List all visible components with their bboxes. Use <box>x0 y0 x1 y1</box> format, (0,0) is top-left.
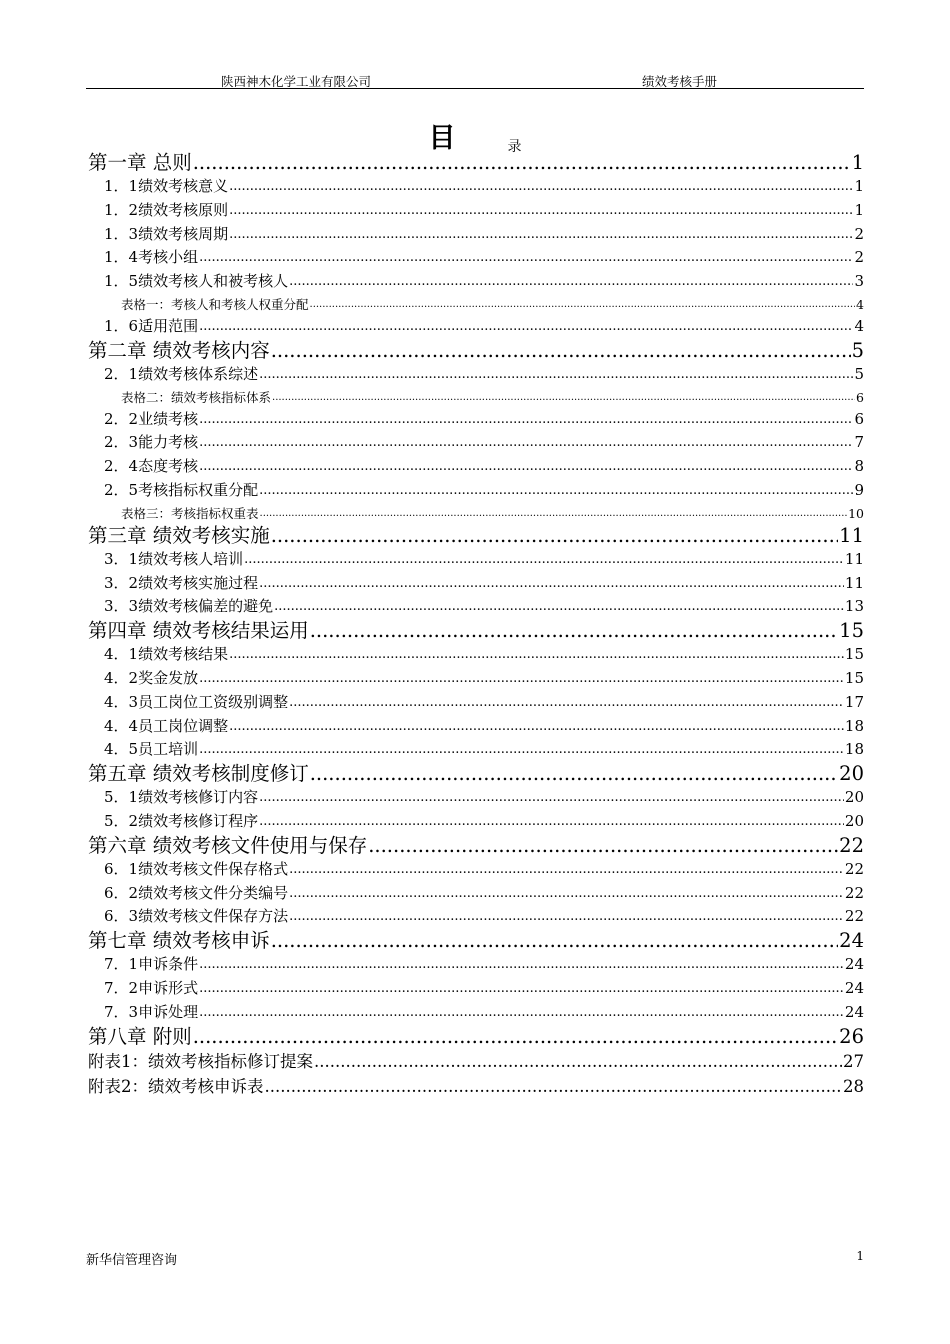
toc-entry-title: 1．5绩效考核人和被考核人 <box>104 272 289 291</box>
toc-dot-leader <box>199 431 853 455</box>
toc-dot-leader <box>199 667 844 691</box>
toc-entry-page: 18 <box>844 716 864 735</box>
toc-entry-page: 4 <box>856 296 864 312</box>
toc-entry[interactable] <box>88 1025 864 1049</box>
toc-dot-leader <box>229 199 853 223</box>
toc-entry-title: 4．2奖金发放 <box>104 668 199 687</box>
toc-dot-leader <box>314 1049 842 1074</box>
toc-entry-page: 17 <box>844 692 864 711</box>
toc-dot-leader <box>199 246 853 270</box>
toc-entry[interactable] <box>88 691 864 715</box>
toc-entry-page: 15 <box>839 619 864 643</box>
toc-entry-title: 第三章 绩效考核实施 <box>88 523 270 547</box>
toc-entry-title: 第五章 绩效考核制度修订 <box>88 762 309 786</box>
footer-page-number: 1 <box>856 1249 864 1263</box>
toc-entry[interactable] <box>88 199 864 223</box>
toc-entry[interactable] <box>88 882 864 906</box>
toc-dot-leader <box>271 929 838 953</box>
toc-entry-title: 7．2申诉形式 <box>104 978 199 997</box>
toc-entry-title: 第一章 总则 <box>88 151 192 174</box>
toc-entry-title: 第八章 附则 <box>88 1024 192 1048</box>
toc-entry-title: 1．4考核小组 <box>104 248 199 267</box>
toc-entry-title: 2．2业绩考核 <box>104 409 199 428</box>
toc-dot-leader <box>229 175 853 199</box>
toc-entry-title: 附表2：绩效考核申诉表 <box>88 1076 264 1096</box>
toc-entry[interactable] <box>88 977 864 1001</box>
toc-dot-leader <box>368 834 838 858</box>
toc-entry-page: 22 <box>844 907 864 926</box>
toc-entry[interactable] <box>88 270 864 294</box>
toc-entry-page: 11 <box>844 573 864 592</box>
header-company-name: 陕西神木化学工业有限公司 <box>221 74 372 89</box>
toc-dot-leader <box>271 339 851 363</box>
toc-entry-page: 11 <box>844 549 864 568</box>
toc-entry-page: 22 <box>844 859 864 878</box>
toc-entry[interactable] <box>88 294 864 315</box>
toc-title <box>0 116 950 156</box>
toc-entry-title: 1．1绩效考核意义 <box>104 177 229 195</box>
toc-dot-leader <box>229 223 853 247</box>
toc-dot-leader <box>199 408 853 432</box>
toc-entry-page: 24 <box>839 929 864 953</box>
toc-dot-leader <box>289 691 844 715</box>
toc-dot-leader <box>310 762 838 786</box>
toc-entry[interactable] <box>88 762 864 786</box>
toc-entry-title: 4．1绩效考核结果 <box>104 645 229 664</box>
page-header <box>86 70 864 89</box>
toc-entry-title: 表格三：考核指标权重表 <box>121 505 259 521</box>
toc-entry-page: 8 <box>854 457 864 476</box>
toc-dot-leader <box>244 548 844 572</box>
toc-dot-leader <box>259 479 853 503</box>
toc-dot-leader <box>289 858 844 882</box>
toc-dot-leader <box>259 786 844 810</box>
toc-entry[interactable] <box>88 408 864 432</box>
toc-entry[interactable] <box>88 524 864 548</box>
toc-entry[interactable] <box>88 339 864 363</box>
toc-entry[interactable] <box>88 1074 864 1099</box>
toc-entry-title: 第四章 绩效考核结果运用 <box>88 619 309 643</box>
toc-entry[interactable] <box>88 548 864 572</box>
toc-entry[interactable] <box>88 715 864 739</box>
toc-dot-leader <box>199 738 844 762</box>
toc-entry[interactable] <box>88 810 864 834</box>
toc-entry[interactable] <box>88 834 864 858</box>
toc-entry-title: 2．5考核指标权重分配 <box>104 480 259 499</box>
toc-entry[interactable] <box>88 786 864 810</box>
toc-entry-page: 5 <box>854 364 864 383</box>
toc-dot-leader <box>199 977 844 1001</box>
toc-dot-leader <box>289 270 853 294</box>
toc-entry-page: 20 <box>844 788 864 807</box>
toc-dot-leader <box>271 524 838 548</box>
toc-entry-title: 表格二：绩效考核指标体系 <box>121 389 272 405</box>
table-of-contents <box>88 151 864 1099</box>
toc-dot-leader <box>193 1025 838 1049</box>
toc-entry-page: 15 <box>844 668 864 687</box>
toc-dot-leader <box>193 151 851 175</box>
toc-entry-page: 7 <box>854 433 864 452</box>
toc-entry[interactable] <box>88 175 864 199</box>
toc-entry-title: 6．3绩效考核文件保存方法 <box>104 907 289 926</box>
toc-entry-page: 1 <box>854 200 864 219</box>
toc-entry-page: 10 <box>848 505 864 521</box>
toc-dot-leader <box>265 1074 843 1099</box>
toc-entry-title: 2．1绩效考核体系综述 <box>104 364 259 383</box>
toc-entry[interactable] <box>88 455 864 479</box>
toc-entry-page: 1 <box>854 177 864 195</box>
toc-entry-page: 6 <box>854 409 864 428</box>
toc-entry-page: 13 <box>844 597 864 616</box>
toc-entry-page: 1 <box>851 151 864 174</box>
toc-entry[interactable] <box>88 858 864 882</box>
toc-entry[interactable] <box>88 387 864 408</box>
toc-entry[interactable] <box>88 223 864 247</box>
toc-dot-leader <box>310 294 856 315</box>
toc-entry-title: 5．1绩效考核修订内容 <box>104 788 259 807</box>
toc-dot-leader <box>272 387 855 408</box>
toc-entry[interactable] <box>88 1001 864 1025</box>
toc-entry-title: 7．1申诉条件 <box>104 955 199 974</box>
toc-entry-page: 18 <box>844 740 864 759</box>
toc-entry-title: 1．2绩效考核原则 <box>104 200 229 219</box>
toc-entry-page: 11 <box>839 523 864 547</box>
toc-entry[interactable] <box>88 738 864 762</box>
toc-entry-title: 3．3绩效考核偏差的避免 <box>104 597 274 616</box>
toc-dot-leader <box>229 715 844 739</box>
toc-entry[interactable] <box>88 905 864 929</box>
header-document-title: 绩效考核手册 <box>642 74 718 89</box>
toc-dot-leader <box>259 810 844 834</box>
toc-entry[interactable] <box>88 643 864 667</box>
toc-dot-leader <box>289 882 844 906</box>
toc-entry-page: 22 <box>839 833 864 857</box>
toc-entry[interactable] <box>88 929 864 953</box>
toc-entry-title: 第二章 绩效考核内容 <box>88 338 270 362</box>
toc-entry-page: 24 <box>844 978 864 997</box>
toc-entry-title: 附表1：绩效考核指标修订提案 <box>88 1051 313 1071</box>
toc-dot-leader <box>274 595 844 619</box>
toc-dot-leader <box>259 363 853 387</box>
toc-entry-page: 26 <box>839 1024 864 1048</box>
toc-dot-leader <box>199 455 853 479</box>
toc-title-main: 目 <box>428 123 456 154</box>
toc-title-second: 录 <box>507 139 522 155</box>
toc-entry[interactable] <box>88 503 864 524</box>
toc-entry[interactable] <box>88 151 864 175</box>
toc-entry-title: 第七章 绩效考核申诉 <box>88 929 270 953</box>
toc-entry-page: 2 <box>854 248 864 267</box>
toc-entry-page: 20 <box>844 811 864 830</box>
toc-dot-leader <box>259 572 844 596</box>
toc-entry-page: 24 <box>844 955 864 974</box>
toc-entry[interactable] <box>88 953 864 977</box>
toc-dot-leader <box>199 953 844 977</box>
toc-entry-page: 5 <box>851 338 864 362</box>
toc-entry-page: 20 <box>839 762 864 786</box>
toc-dot-leader <box>289 905 844 929</box>
toc-entry[interactable] <box>88 667 864 691</box>
toc-entry-title: 3．2绩效考核实施过程 <box>104 573 259 592</box>
toc-entry-page: 27 <box>843 1051 864 1071</box>
toc-entry-title: 6．1绩效考核文件保存格式 <box>104 859 289 878</box>
toc-entry-title: 第六章 绩效考核文件使用与保存 <box>88 833 368 857</box>
toc-entry-title: 4．4员工岗位调整 <box>104 716 229 735</box>
toc-entry[interactable] <box>88 315 864 339</box>
toc-entry-title: 1．3绩效考核周期 <box>104 224 229 243</box>
toc-entry-title: 6．2绩效考核文件分类编号 <box>104 883 289 902</box>
toc-entry[interactable] <box>88 246 864 270</box>
toc-entry-title: 5．2绩效考核修订程序 <box>104 811 259 830</box>
toc-dot-leader <box>229 643 844 667</box>
toc-entry-page: 3 <box>854 272 864 291</box>
toc-entry[interactable] <box>88 479 864 503</box>
toc-entry-page: 22 <box>844 883 864 902</box>
toc-entry-page: 9 <box>854 480 864 499</box>
toc-entry[interactable] <box>88 363 864 387</box>
toc-dot-leader <box>199 315 853 339</box>
toc-entry[interactable] <box>88 619 864 643</box>
toc-entry-title: 4．3员工岗位工资级别调整 <box>104 692 289 711</box>
toc-dot-leader <box>199 1001 844 1025</box>
toc-entry-page: 28 <box>843 1076 864 1096</box>
toc-entry-title: 1．6适用范围 <box>104 316 199 335</box>
toc-entry-title: 4．5员工培训 <box>104 740 199 759</box>
toc-entry-page: 2 <box>854 224 864 243</box>
toc-entry-title: 2．4态度考核 <box>104 457 199 476</box>
toc-entry[interactable] <box>88 431 864 455</box>
toc-entry-page: 15 <box>844 645 864 664</box>
toc-entry-title: 7．3申诉处理 <box>104 1002 199 1021</box>
toc-entry[interactable] <box>88 572 864 596</box>
toc-entry-page: 24 <box>844 1002 864 1021</box>
toc-entry[interactable] <box>88 595 864 619</box>
toc-entry-page: 6 <box>856 389 864 405</box>
toc-entry-title: 3．1绩效考核人培训 <box>104 549 244 568</box>
toc-dot-leader <box>260 503 848 524</box>
footer-company-name: 新华信管理咨询 <box>86 1253 178 1268</box>
toc-entry-title: 2．3能力考核 <box>104 433 199 452</box>
toc-entry-page: 4 <box>854 316 864 335</box>
toc-dot-leader <box>310 619 838 643</box>
toc-entry-title: 表格一：考核人和考核人权重分配 <box>121 296 309 312</box>
toc-entry[interactable] <box>88 1049 864 1074</box>
